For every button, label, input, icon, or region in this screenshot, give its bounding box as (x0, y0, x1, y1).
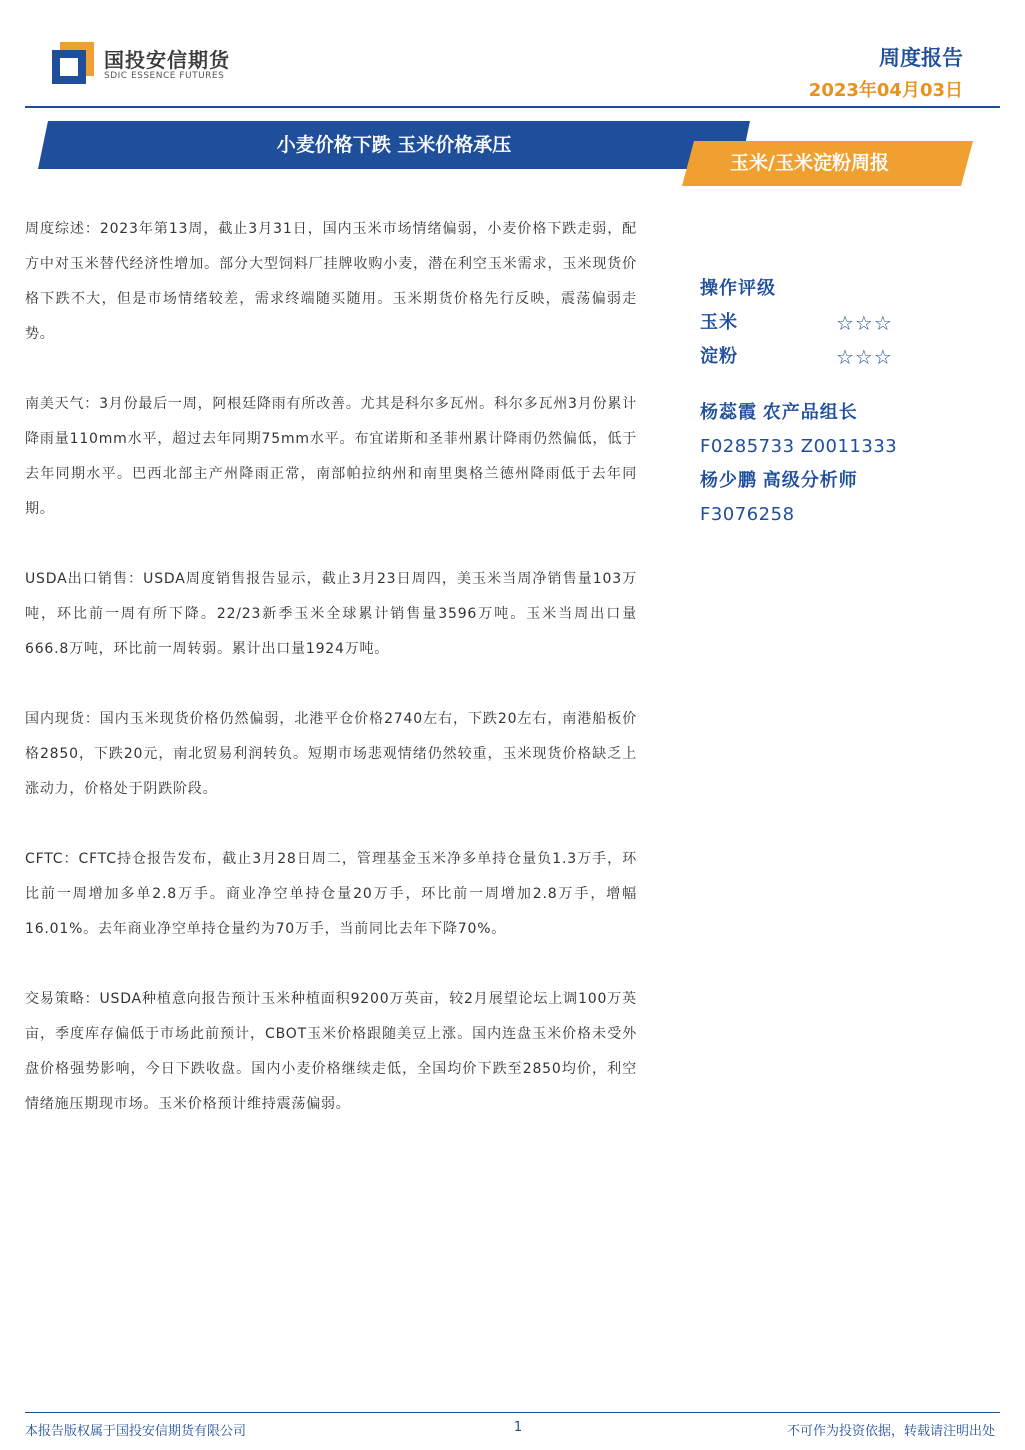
footer-copyright: 本报告版权属于国投安信期货有限公司 (25, 1424, 247, 1439)
report-type: 周度报告 (879, 46, 963, 70)
company-logo (52, 40, 252, 90)
footer-disclaimer: 不可作为投资依据，转载请注明出处 (786, 1424, 995, 1439)
header-divider (25, 106, 1000, 108)
report-date: 2023年04月03日 (808, 80, 963, 101)
rating-heading: 操作评级 (700, 278, 776, 299)
sidebar (700, 272, 1000, 532)
analyst-name: 杨蕊霞 (700, 402, 757, 423)
analyst-2 (700, 464, 1000, 498)
rating-row-corn (700, 306, 1000, 340)
paragraph-cftc: CFTC：CFTC持仓报告发布，截止3月28日周二，管理基金玉米净多单持仓量负1.3万手，环比前一周增加多单2.8万手。商业净空单持仓量20万手，环比前一周增加2.8万手，增幅16.01%。去年商业净空单持仓量约为70万手，当前同比去年下降70%。 (25, 851, 637, 937)
category-text: 玉米/玉米淀粉周报 (730, 152, 889, 174)
paragraph-trading-strategy: 交易策略：USDA种植意向报告预计玉米种植面积9200万英亩，较2月展望论坛上调100万英亩，季度库存偏低于市场此前预计，CBOT玉米价格跟随美豆上涨。国内连盘玉米价格未受外盘价格强势影响，今日下跌收盘。国内小麦价格继续走低，全国均价下跌至2850均价，利空情绪施压期现市场。玉米价格预计维持震荡偏弱。 (25, 991, 637, 1112)
report-body (25, 212, 637, 1157)
logo-text-en: SDIC ESSENCE FUTURES (104, 71, 225, 81)
analyst-name: 杨少鹏 (700, 470, 757, 491)
analyst-1 (700, 396, 1000, 430)
rating-name: 玉米 (700, 312, 738, 333)
star-rating-icon: ☆☆☆ (836, 311, 893, 335)
paragraph-weekly-summary: 周度综述：2023年第13周，截止3月31日，国内玉米市场情绪偏弱，小麦价格下跌走弱，配方中对玉米替代经济性增加。部分大型饲料厂挂牌收购小麦，潜在利空玉米需求，玉米现货价格下跌不大，但是市场情绪较差，需求终端随买随用。玉米期货价格先行反映，震荡偏弱走势。 (25, 221, 637, 342)
rating-name: 淀粉 (700, 346, 738, 367)
analyst-title: 农产品组长 (762, 402, 858, 423)
paragraph-south-america-weather: 南美天气：3月份最后一周，阿根廷降雨有所改善。尤其是科尔多瓦州。科尔多瓦州3月份累计降雨量110mm水平，超过去年同期75mm水平。布宜诺斯和圣菲州累计降雨仍然偏低，低于去年同期水平。巴西北部主产州降雨正常，南部帕拉纳州和南里奥格兰德州降雨低于去年同期。 (25, 396, 637, 517)
paragraph-domestic-spot: 国内现货：国内玉米现货价格仍然偏弱，北港平仓价格2740左右，下跌20左右，南港船板价格2850，下跌20元，南北贸易利润转负。短期市场悲观情绪仍然较重，玉米现货价格缺乏上涨动力，价格处于阴跌阶段。 (25, 711, 637, 797)
rating-row-starch (700, 340, 1000, 374)
analyst-1-license-ids: F0285733 Z0011333 (700, 436, 898, 457)
analyst-2-license-ids: F3076258 (700, 504, 795, 525)
logo-text-cn: 国投安信期货 (104, 48, 230, 72)
logo-mark-icon (52, 42, 94, 84)
page-number: 1 (513, 1420, 523, 1435)
analyst-title: 高级分析师 (762, 470, 858, 491)
star-rating-icon: ☆☆☆ (836, 345, 893, 369)
paragraph-usda-export-sales: USDA出口销售：USDA周度销售报告显示，截止3月23日周四，美玉米当周净销售量103万吨，环比前一周有所下降。22/23新季玉米全球累计销售量3596万吨。玉米当周出口量666.8万吨，环比前一周转弱。累计出口量1924万吨。 (25, 571, 637, 657)
headline-text: 小麦价格下跌 玉米价格承压 (276, 134, 512, 156)
footer-divider (25, 1412, 1000, 1413)
